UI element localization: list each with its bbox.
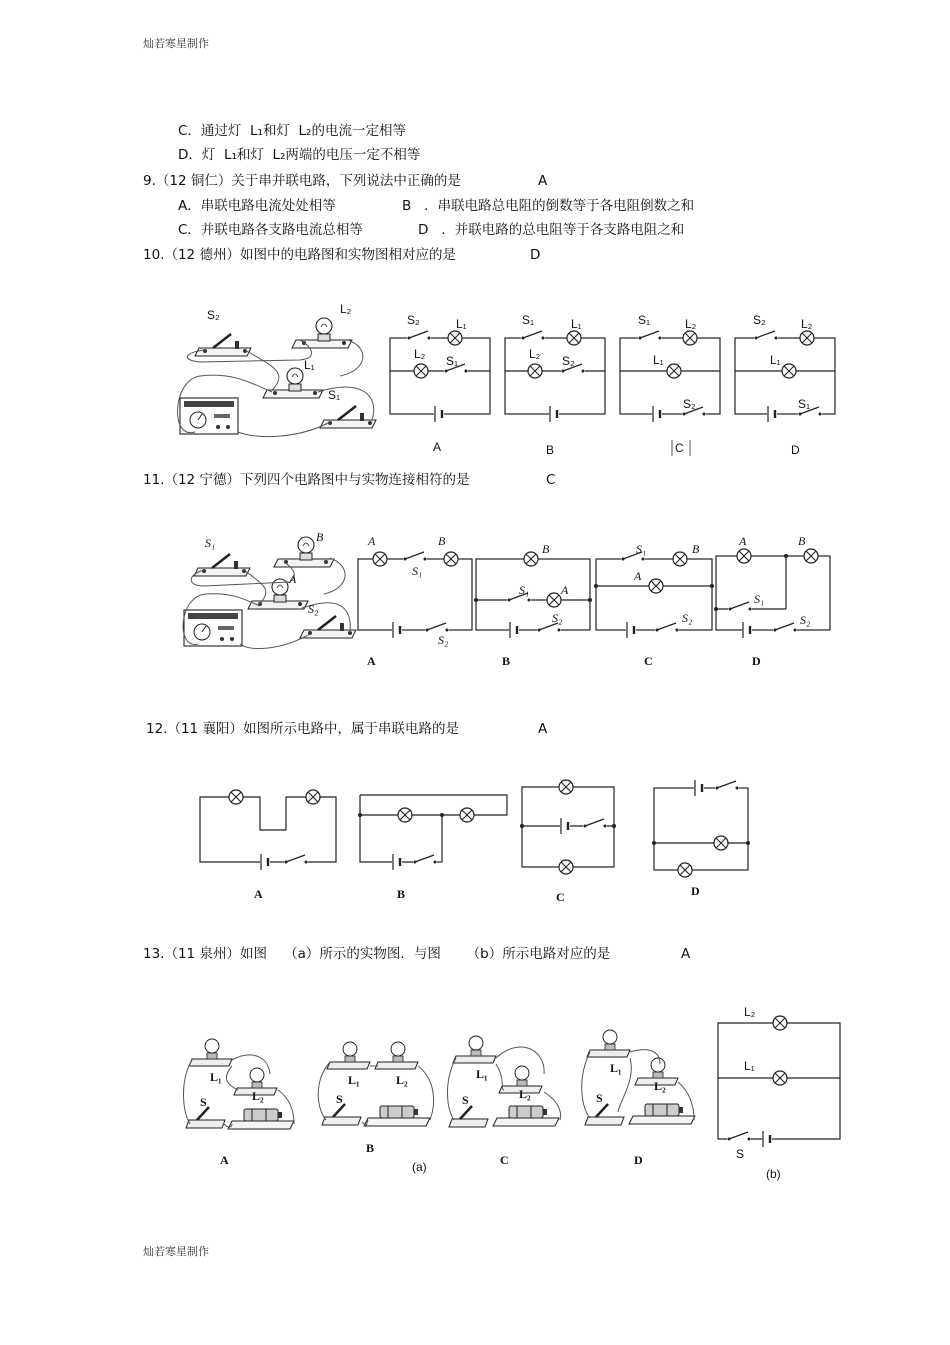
answer-12: A bbox=[538, 721, 548, 737]
fig11-b-s1: S₁ bbox=[519, 583, 530, 597]
fig11-b-s2: S₂ bbox=[552, 611, 563, 625]
fig11-a-b: B bbox=[438, 534, 446, 548]
fig11-label-d: D bbox=[752, 654, 761, 668]
answer-13: A bbox=[681, 946, 691, 962]
fig11-a-s1: S₁ bbox=[412, 564, 423, 578]
fig12-circuit-c bbox=[520, 780, 616, 904]
answer-9: A bbox=[538, 173, 548, 189]
answer-11: C bbox=[546, 472, 556, 488]
page-footer: 灿若寒星制作 bbox=[143, 1245, 209, 1258]
fig13-d-l1: L₁ bbox=[610, 1061, 622, 1075]
fig12-label-b: B bbox=[397, 887, 406, 901]
fig13-b-l2-label: L₂ bbox=[744, 1005, 756, 1019]
question-13: 13.（11 泉州）如图 （a）所示的实物图．与图 （b）所示电路对应的是 bbox=[143, 946, 611, 962]
fig10-d-s2: S₂ bbox=[753, 313, 766, 327]
fig13-label-d: D bbox=[634, 1153, 643, 1167]
option-a-q9: A．串联电路电流处处相等 bbox=[178, 198, 336, 214]
fig10-c-s1: S₁ bbox=[638, 313, 651, 327]
fig13-circuit-b bbox=[718, 1005, 840, 1181]
fig13-a-s: S bbox=[200, 1095, 207, 1109]
fig10-real-s1: S₁ bbox=[328, 388, 341, 402]
answer-10: D bbox=[530, 247, 541, 263]
fig11-circuit-a bbox=[358, 534, 472, 668]
option-c-q8: C．通过灯 L₁和灯 L₂的电流一定相等 bbox=[178, 123, 406, 139]
fig10-label-a: A bbox=[433, 440, 442, 454]
fig10-d-s1: S₁ bbox=[798, 397, 811, 411]
question-10: 10.（12 德州）如图中的电路图和实物图相对应的是 bbox=[143, 247, 456, 263]
fig13-b-l1-label: L₁ bbox=[744, 1059, 755, 1073]
fig11-real-s2: S₂ bbox=[308, 602, 319, 616]
fig13-sub-a: (a) bbox=[412, 1160, 427, 1174]
option-c-q9: C．并联电路各支路电流总相等 bbox=[178, 222, 363, 238]
fig11-real-diagram bbox=[183, 530, 356, 649]
fig11-d-s2: S₂ bbox=[800, 613, 811, 627]
fig10-c-l1: L₁ bbox=[653, 353, 664, 367]
fig13-real-a bbox=[184, 1039, 295, 1167]
fig13-real-c bbox=[448, 1036, 561, 1167]
fig10-a-l2: L₂ bbox=[414, 347, 426, 361]
fig11-circuit-d bbox=[714, 534, 830, 668]
fig10-real-l1: L₁ bbox=[304, 358, 315, 372]
fig12-circuit-d bbox=[652, 780, 750, 898]
fig11-real-s1: S₁ bbox=[205, 536, 216, 550]
fig11-c-s2: S₂ bbox=[682, 611, 693, 625]
fig11-c-a: A bbox=[634, 569, 642, 583]
fig11-real-a: A bbox=[289, 572, 297, 586]
fig10-label-c: C bbox=[675, 441, 684, 455]
fig13-a-l2: L₂ bbox=[252, 1089, 264, 1103]
fig11-d-a: A bbox=[739, 534, 747, 548]
fig10-label-d: D bbox=[791, 443, 800, 457]
fig12-circuit-b bbox=[358, 795, 507, 901]
fig10-b-s1: S₁ bbox=[522, 313, 535, 327]
fig11-label-a: A bbox=[367, 654, 376, 668]
fig13-b-l1: L₁ bbox=[348, 1073, 360, 1087]
fig11-a-s2: S₂ bbox=[438, 633, 449, 647]
fig11-c-s1: S₁ bbox=[636, 542, 647, 556]
fig10-real-l2: L₂ bbox=[340, 302, 352, 316]
fig13-c-s: S bbox=[462, 1093, 469, 1107]
fig10-real-diagram bbox=[178, 302, 376, 437]
fig11-b-b: B bbox=[542, 542, 550, 556]
question-11: 11.（12 宁德）下列四个电路图中与实物连接相符的是 bbox=[143, 472, 470, 488]
fig10-d-l1: L₁ bbox=[770, 353, 781, 367]
fig11-circuit-b bbox=[474, 542, 592, 668]
fig13-d-s: S bbox=[596, 1091, 603, 1105]
fig10-c-l2: L₂ bbox=[685, 317, 697, 331]
fig12-circuit-a bbox=[200, 790, 336, 901]
question-9: 9.（12 铜仁）关于串并联电路，下列说法中正确的是 bbox=[143, 173, 461, 189]
fig13-b-s-label: S bbox=[736, 1147, 745, 1161]
fig13-real-d bbox=[582, 1030, 695, 1167]
fig12-label-d: D bbox=[691, 884, 700, 898]
fig10-label-b: B bbox=[546, 443, 555, 457]
fig11-d-s1: S₁ bbox=[754, 592, 765, 606]
fig10-b-s2: S₂ bbox=[562, 354, 575, 368]
option-b-q9: B ．串联电路总电阻的倒数等于各电阻倒数之和 bbox=[402, 198, 695, 214]
fig10-circuit-c bbox=[620, 313, 720, 455]
fig13-label-a: A bbox=[220, 1153, 229, 1167]
fig11-real-b: B bbox=[316, 530, 324, 544]
fig11-circuit-c bbox=[594, 542, 714, 668]
fig13-a-l1: L₁ bbox=[210, 1070, 222, 1084]
option-d-q8: D．灯 L₁和灯 L₂两端的电压一定不相等 bbox=[178, 147, 421, 163]
fig12-label-c: C bbox=[556, 890, 565, 904]
fig11-d-b: B bbox=[798, 534, 806, 548]
fig11-c-b: B bbox=[692, 542, 700, 556]
fig10-a-s1: S₁ bbox=[446, 354, 459, 368]
fig10-a-s2: S₂ bbox=[407, 313, 420, 327]
question-12: 12.（11 襄阳）如图所示电路中，属于串联电路的是 bbox=[146, 721, 459, 737]
fig11-b-a: A bbox=[561, 583, 569, 597]
fig13-c-l1: L₁ bbox=[476, 1067, 488, 1081]
fig11-a-a: A bbox=[368, 534, 376, 548]
fig13-b-l2: L₂ bbox=[396, 1073, 408, 1087]
fig10-b-l2: L₂ bbox=[529, 347, 541, 361]
fig10-c-s2: S₂ bbox=[683, 397, 696, 411]
fig10-circuit-b bbox=[505, 313, 605, 457]
fig10-a-l1: L₁ bbox=[456, 317, 467, 331]
fig11-label-c: C bbox=[644, 654, 653, 668]
fig13-sub-b: (b) bbox=[766, 1167, 781, 1181]
page-header: 灿若寒星制作 bbox=[143, 37, 209, 50]
fig13-real-b bbox=[318, 1042, 433, 1174]
fig13-b-s: S bbox=[336, 1092, 343, 1106]
fig13-label-b: B bbox=[366, 1141, 375, 1155]
fig13-d-l2: L₂ bbox=[654, 1079, 666, 1093]
fig13-c-l2: L₂ bbox=[519, 1087, 531, 1101]
fig10-circuit-d bbox=[735, 313, 835, 457]
fig10-real-s2: S₂ bbox=[207, 308, 220, 322]
fig10-d-l2: L₂ bbox=[801, 317, 813, 331]
fig10-b-l1: L₁ bbox=[571, 317, 582, 331]
fig10-circuit-a bbox=[390, 313, 490, 454]
fig13-label-c: C bbox=[500, 1153, 509, 1167]
fig12-label-a: A bbox=[254, 887, 263, 901]
fig11-label-b: B bbox=[502, 654, 511, 668]
option-d-q9: D ．并联电路的总电阻等于各支路电阻之和 bbox=[418, 222, 685, 238]
